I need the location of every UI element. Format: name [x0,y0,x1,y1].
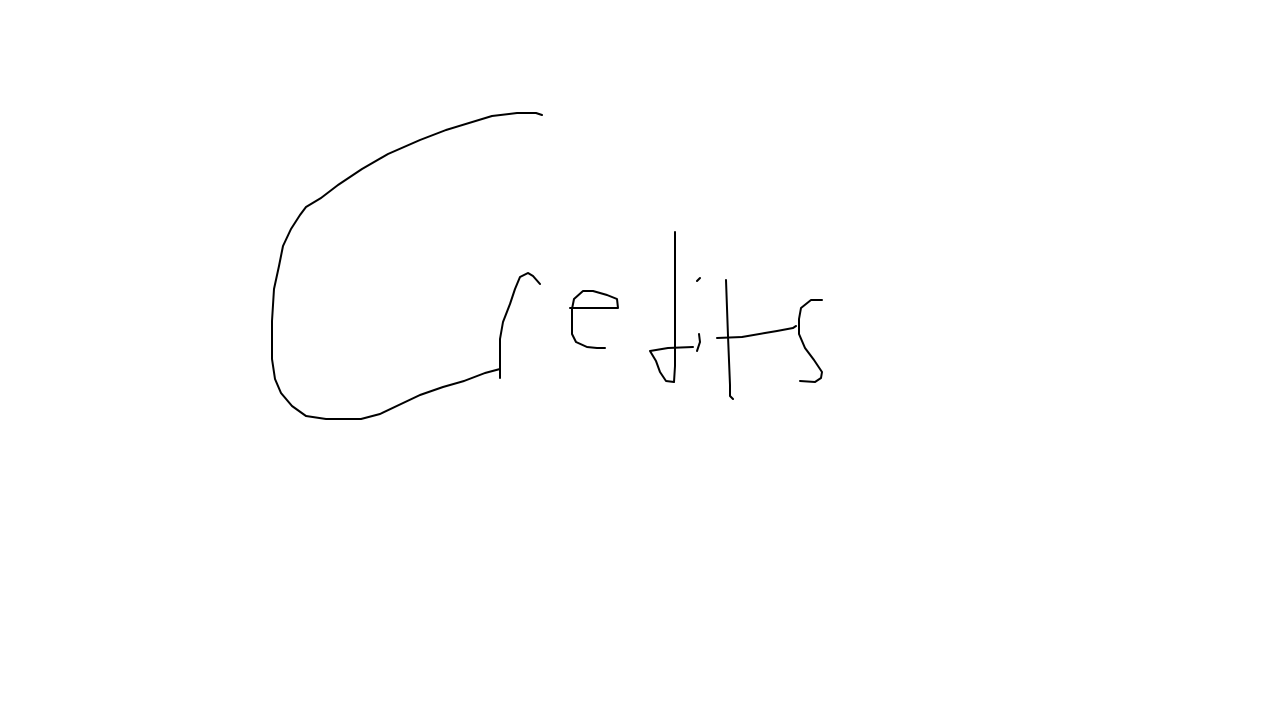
letter-i-stem-stroke [697,334,700,351]
letter-d-stem-stroke [674,232,675,382]
letter-s-stroke [799,300,822,382]
letter-i-dot-stroke [697,278,700,281]
letter-c-stroke [272,113,542,419]
letter-r-stroke [500,273,540,378]
letter-e-stroke [570,291,618,348]
letter-d-bowl-stroke [650,347,693,382]
letter-t-stem-stroke [726,280,733,399]
